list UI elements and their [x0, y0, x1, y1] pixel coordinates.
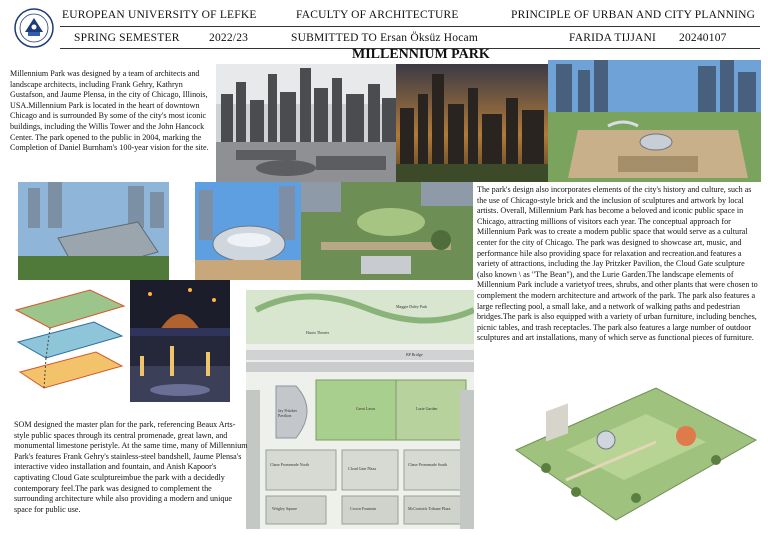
plan-label-crown: Crown Fountain [350, 506, 377, 511]
university-name: EUROPEAN UNIVERSITY OF LEFKE [62, 9, 257, 21]
plan-label-bp-bridge: BP Bridge [406, 352, 423, 357]
university-seal-icon [14, 8, 54, 48]
course-name: PRINCIPLE OF URBAN AND CITY PLANNING [511, 9, 756, 21]
site-axonometric-diagram [10, 280, 130, 402]
student-name: FARIDA TIJJANI [569, 32, 657, 44]
academic-year: 2022/23 [209, 32, 249, 44]
plan-label-promenade-south: Chase Promenade South [408, 462, 448, 467]
cloud-gate-photo [195, 182, 301, 280]
design-paragraph: The park's design also incorporates elements of the city's history and culture, such as the use of Chicago-style brick and the inclusion of sculptures and artwork by local artists. Overall, Millennium Park has become a beloved and iconic public space in Chicago, attracting millions of visitors each year. The conceptual approach for Millennium Park was to create a modern public space that would serve as a cultural center for the city of Chicago. The park was designed to showcase art, music, and performance hile also providing space for relaxation and recreation.and features a variety of attractions, including the Jay Pritzker Pavilion, the Cloud Gate sculpture (also known \ as "The Bean"), and the Lurie Garden.The landscape elements of Millennium Park include a varietyof trees, shrubs, and other plants that were chosen to complement the modern architecture and artwork of the park. The park also features a large reflecting pool, a small lake, and a network of walking paths and pedestrian bridges.The park is also equipped with a variety of urban furniture, including benches, picnic tables, and trash receptacles. The park also features a large number of outdoor sculptures and art installations, many of which serve as functional pieces of furniture. [477, 185, 758, 343]
page-title: MILLENNIUM PARK [352, 47, 490, 62]
skyline-bw-photo [216, 64, 396, 182]
semester: SPRING SEMESTER [74, 32, 180, 44]
site-plan-map [246, 290, 474, 529]
university-logo [14, 8, 54, 48]
faculty-name: FACULTY OF ARCHITECTURE [296, 9, 459, 21]
plan-label-promenade-north: Chase Promenade North [270, 462, 310, 467]
aerial-3d-rendering [506, 380, 760, 528]
aerial-park-photo [301, 182, 473, 280]
crown-fountain-photo [18, 182, 169, 280]
plan-label-wrigley: Wrigley Square [272, 506, 298, 511]
night-plaza-photo [130, 336, 230, 402]
plan-label-ice: McCormick Tribune Plaza [408, 506, 451, 511]
plan-label-pritzker: Jay Pritzker Pavilion [278, 408, 297, 418]
intro-paragraph: Millennium Park was designed by a team of architects and landscape architects, including Frank Gehry, Kathryn Gustafson, and Jaume Plensa, in the city of Chicago, Illinois, USA.Millennium Park is located in the heart of downtown Chicago and is surrounded By some of the city's most iconic buildings, including the Willis Tower and the John Hancock Center. The park opened to the public in 2004, marking the Completion of Daniel Burnham's 100-year vision for the site. [10, 69, 209, 153]
skyline-sunset-photo [396, 64, 548, 182]
aerial-cloud-gate-photo [548, 60, 761, 182]
plan-label-harris: Harris Theater [306, 330, 330, 335]
submitted-to: SUBMITTED TO Ersan Öksüz Hocam [291, 32, 478, 44]
plan-label-maggie: Maggie Daley Park [396, 304, 428, 309]
header-divider-top [60, 26, 760, 27]
som-paragraph: SOM designed the master plan for the park, referencing Beaux Arts-style public spaces through its central promenade, great lawn, and monumental limestone peristyle. At the same time, many of Millennium Park's features Frank Gehry's stainless-steel bandshell, Jaume Plensa's interactive video installation and fountain, and Anish Kapoor's captivating Cloud Gate sculptureimbue the park with a decidedly contemporary feel.The park was designed to complement the surrounding architecture while also providing a modern and unique space for public use. [14, 420, 248, 514]
night-pavilion-photo [130, 280, 230, 336]
plan-label-lurie: Lurie Garden [416, 406, 438, 411]
plan-label-cloud-gate: Cloud Gate Plaza [348, 466, 376, 471]
student-id: 20240107 [679, 32, 727, 44]
plan-label-great-lawn: Great Lawn [356, 406, 375, 411]
